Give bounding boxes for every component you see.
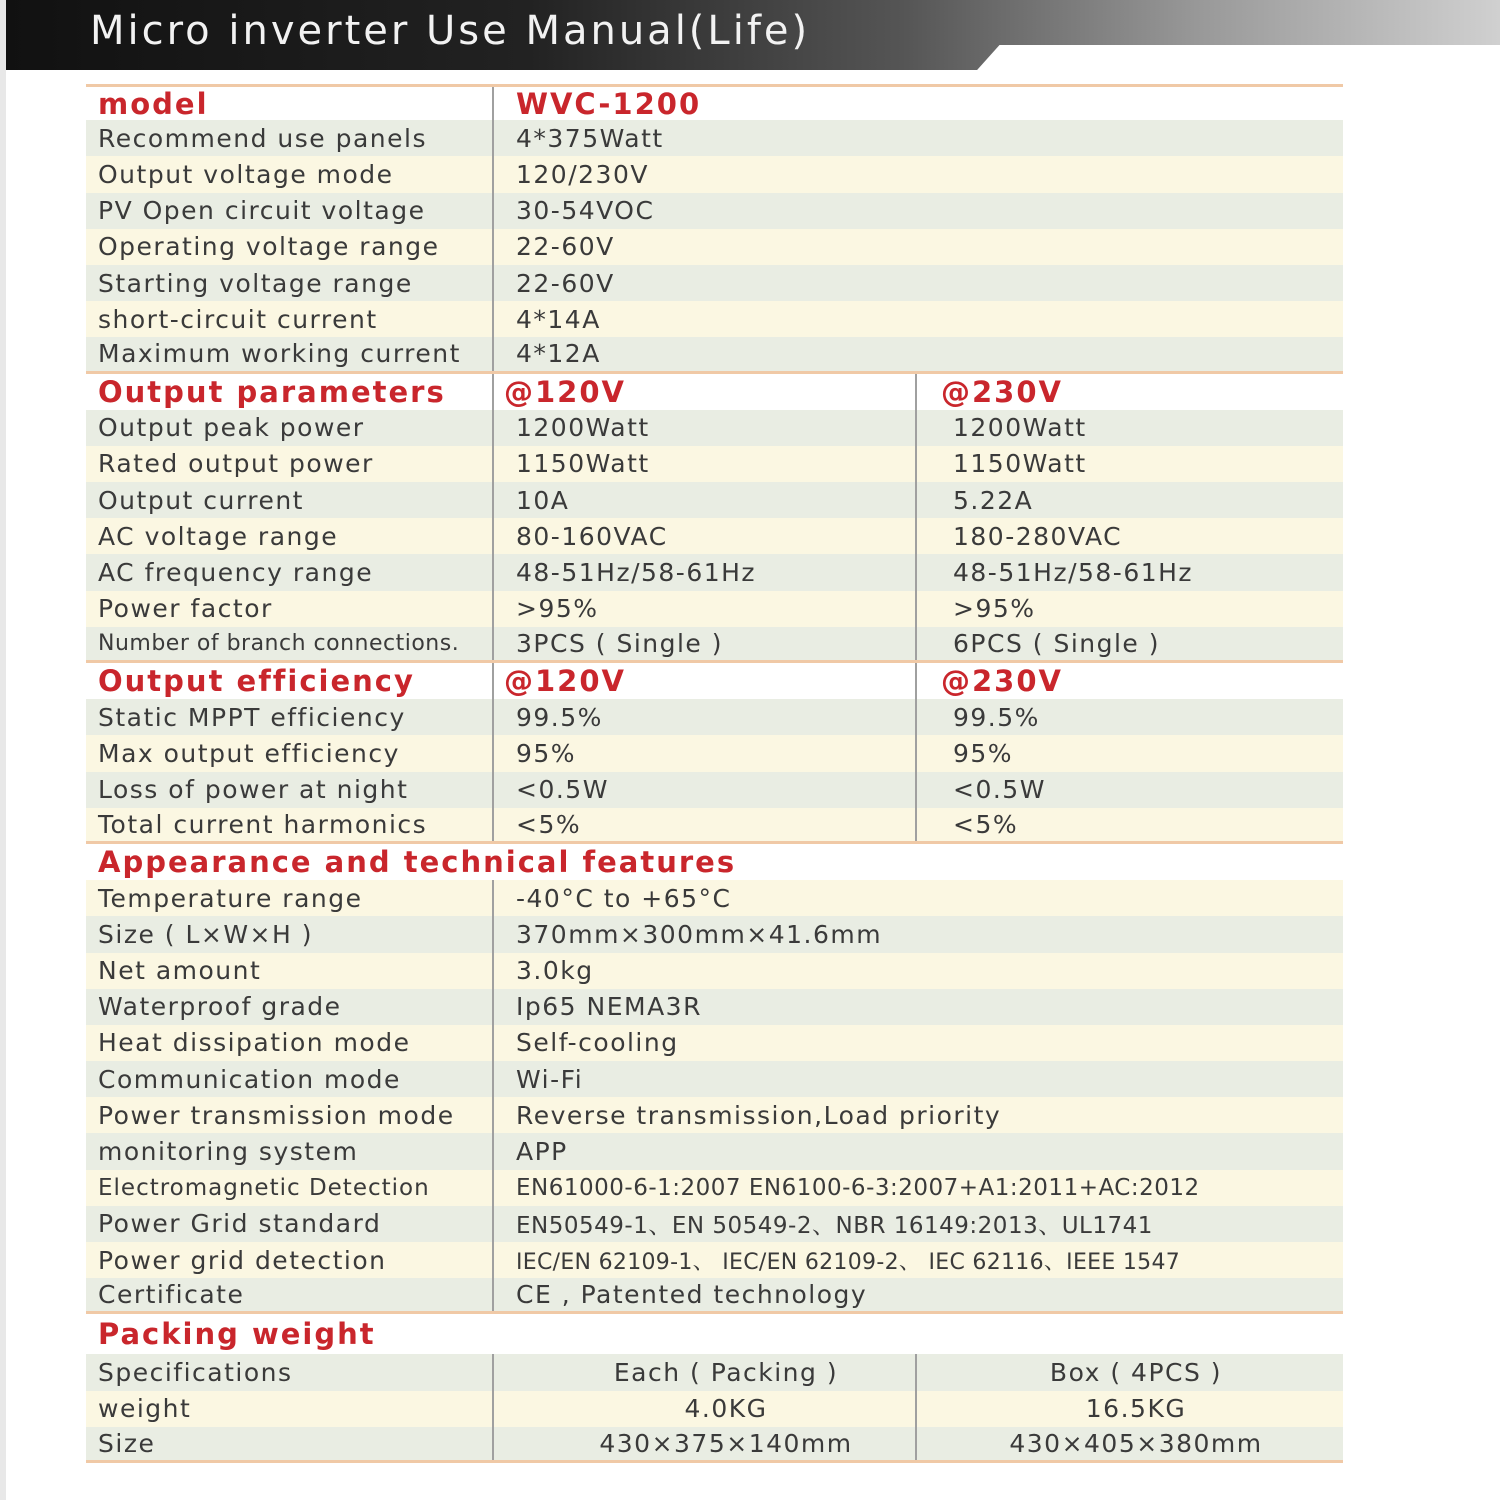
table-row	[86, 1206, 1343, 1242]
box-value: 16.5KG	[1085, 1394, 1187, 1424]
column-divider	[492, 410, 494, 446]
row-value: 4*12A	[516, 339, 601, 369]
table-row	[86, 1427, 1343, 1463]
column-divider	[492, 120, 494, 156]
section-header-appearance	[86, 844, 1343, 880]
column-header-230v: @230V	[941, 664, 1063, 699]
table-row	[86, 1133, 1343, 1169]
spec-table	[86, 84, 1343, 1463]
section-header-packing	[86, 1314, 1343, 1354]
column-divider	[492, 1278, 494, 1311]
column-divider	[492, 518, 494, 554]
value-230v: 95%	[953, 738, 1014, 768]
row-label: Communication mode	[98, 1064, 401, 1094]
column-divider	[492, 989, 494, 1025]
row-label: Max output efficiency	[98, 738, 400, 768]
each-value: Each ( Packing )	[613, 1357, 839, 1387]
table-row	[86, 229, 1343, 265]
value-230v: <0.5W	[953, 775, 1046, 805]
row-value: -40°C to +65°C	[516, 883, 732, 913]
value-230v: 180-280VAC	[953, 521, 1123, 551]
value-230v: 6PCS ( Single )	[953, 628, 1161, 658]
table-row	[86, 410, 1343, 446]
section-title: Output efficiency	[98, 664, 415, 699]
table-row	[86, 1278, 1343, 1314]
table-row	[86, 1025, 1343, 1061]
row-label: PV Open circuit voltage	[98, 196, 426, 226]
table-row	[86, 337, 1343, 373]
row-label: Output voltage mode	[98, 159, 394, 189]
column-divider	[492, 1097, 494, 1133]
row-label: Loss of power at night	[98, 775, 409, 805]
row-label: Power grid detection	[98, 1245, 387, 1275]
section-title: model	[98, 86, 209, 121]
value-230v: >95%	[953, 594, 1036, 624]
table-row	[86, 735, 1343, 771]
row-label: Power Grid standard	[98, 1209, 382, 1239]
row-value: IEC/EN 62109-1、 IEC/EN 62109-2、 IEC 62116、IEEE 1547	[516, 1249, 1181, 1275]
row-label: Heat dissipation mode	[98, 1028, 411, 1058]
column-divider	[492, 229, 494, 265]
row-label: Starting voltage range	[98, 268, 413, 298]
value-120v: <5%	[516, 809, 582, 839]
row-value: Reverse transmission,Load priority	[516, 1100, 1002, 1130]
table-row	[86, 916, 1343, 952]
row-label: monitoring system	[98, 1137, 359, 1167]
column-divider	[492, 1061, 494, 1097]
row-value: Wi-Fi	[516, 1064, 584, 1094]
row-label: Size	[98, 1428, 156, 1458]
value-120v: >95%	[516, 594, 599, 624]
table-row	[86, 1242, 1343, 1278]
column-divider	[492, 446, 494, 482]
column-divider	[492, 1170, 494, 1206]
column-divider	[492, 627, 494, 660]
table-row	[86, 1061, 1343, 1097]
table-row	[86, 156, 1343, 192]
column-divider	[492, 301, 494, 337]
column-divider	[492, 1354, 494, 1390]
table-row	[86, 627, 1343, 663]
column-divider	[492, 554, 494, 590]
column-divider	[492, 374, 494, 410]
each-value: 4.0KG	[684, 1394, 768, 1424]
section-title: Appearance and technical features	[98, 845, 737, 880]
column-divider	[492, 337, 494, 370]
row-label: Power transmission mode	[98, 1100, 455, 1130]
row-label: short-circuit current	[98, 304, 378, 334]
row-label: Static MPPT efficiency	[98, 702, 406, 732]
value-120v: 48-51Hz/58-61Hz	[516, 558, 757, 588]
row-label: Net amount	[98, 956, 262, 986]
row-label: Size ( L×W×H )	[98, 919, 314, 949]
row-label: Temperature range	[98, 883, 363, 913]
column-header-120v: @120V	[504, 664, 626, 699]
section-header-output-efficiency	[86, 663, 1343, 699]
row-label: Certificate	[98, 1280, 245, 1310]
value-230v: 1150Watt	[953, 449, 1087, 479]
value-230v: 48-51Hz/58-61Hz	[953, 558, 1194, 588]
column-divider	[492, 1391, 494, 1427]
table-row	[86, 446, 1343, 482]
table-row	[86, 265, 1343, 301]
left-edge-strip	[0, 0, 6, 1500]
row-value: 4*375Watt	[516, 123, 664, 153]
table-row	[86, 953, 1343, 989]
column-divider	[492, 1206, 494, 1242]
table-row	[86, 1391, 1343, 1427]
box-value: Box ( 4PCS )	[1049, 1357, 1223, 1387]
row-value: 370mm×300mm×41.6mm	[516, 919, 883, 949]
value-230v: 99.5%	[953, 702, 1040, 732]
table-row	[86, 554, 1343, 590]
row-label: Rated output power	[98, 449, 374, 479]
value-120v: 3PCS ( Single )	[516, 628, 724, 658]
column-divider	[915, 663, 917, 699]
table-row	[86, 301, 1343, 337]
table-row	[86, 1097, 1343, 1133]
column-divider	[492, 591, 494, 627]
value-120v: 10A	[516, 485, 570, 515]
value-120v: 99.5%	[516, 702, 603, 732]
row-label: Operating voltage range	[98, 232, 440, 262]
column-divider	[492, 1242, 494, 1278]
value-230v: 5.22A	[953, 485, 1034, 515]
row-value: 3.0kg	[516, 956, 594, 986]
table-row	[86, 1170, 1343, 1206]
column-divider	[492, 482, 494, 518]
column-divider	[492, 772, 494, 808]
row-value: EN50549-1、EN 50549-2、NBR 16149:2013、UL1741	[516, 1213, 1153, 1240]
column-divider	[492, 156, 494, 192]
column-divider	[915, 374, 917, 410]
row-value: CE , Patented technology	[516, 1280, 868, 1310]
row-label: Power factor	[98, 594, 273, 624]
section-header-output-parameters	[86, 374, 1343, 410]
row-label: Electromagnetic Detection	[98, 1174, 430, 1201]
value-120v: 1200Watt	[516, 413, 650, 443]
row-label: Total current harmonics	[98, 809, 428, 839]
table-row	[86, 1354, 1343, 1390]
row-label: Output peak power	[98, 413, 365, 443]
column-divider	[492, 1427, 494, 1460]
row-label: Recommend use panels	[98, 123, 427, 153]
row-label: AC frequency range	[98, 558, 374, 588]
column-header-120v: @120V	[504, 374, 626, 409]
value-120v: 95%	[516, 738, 577, 768]
column-divider	[492, 880, 494, 916]
column-divider	[492, 699, 494, 735]
column-header-230v: @230V	[941, 374, 1063, 409]
section-title: Packing weight	[98, 1317, 376, 1352]
row-value: Ip65 NEMA3R	[516, 992, 702, 1022]
column-divider	[492, 1025, 494, 1061]
section-header-model	[86, 84, 1343, 120]
column-divider	[492, 663, 494, 699]
value-120v: <0.5W	[516, 775, 609, 805]
row-label: weight	[98, 1394, 192, 1424]
column-divider	[492, 87, 494, 120]
row-value: 4*14A	[516, 304, 601, 334]
box-value: 430×405×380mm	[1009, 1428, 1263, 1458]
column-divider	[492, 953, 494, 989]
column-divider	[492, 808, 494, 841]
table-row	[86, 193, 1343, 229]
row-value: APP	[516, 1137, 568, 1167]
table-row	[86, 699, 1343, 735]
row-label: Number of branch connections.	[98, 630, 460, 656]
value-120v: 1150Watt	[516, 449, 650, 479]
row-label: Specifications	[98, 1357, 293, 1387]
value-230v: <5%	[953, 809, 1019, 839]
row-value: EN61000-6-1:2007 EN6100-6-3:2007+A1:2011+AC:2012	[516, 1174, 1200, 1201]
column-divider	[492, 265, 494, 301]
column-divider	[492, 916, 494, 952]
table-row	[86, 772, 1343, 808]
row-value: 22-60V	[516, 232, 615, 262]
table-row	[86, 518, 1343, 554]
section-title: Output parameters	[98, 374, 446, 409]
table-row	[86, 880, 1343, 916]
value-230v: 1200Watt	[953, 413, 1087, 443]
table-row	[86, 482, 1343, 518]
value-120v: 80-160VAC	[516, 521, 668, 551]
row-label: AC voltage range	[98, 521, 339, 551]
table-row	[86, 591, 1343, 627]
table-row	[86, 120, 1343, 156]
page-title: Micro inverter Use Manual(Life)	[90, 8, 811, 54]
row-value: 30-54VOC	[516, 196, 655, 226]
column-divider	[492, 193, 494, 229]
column-divider	[492, 735, 494, 771]
row-label: Output current	[98, 485, 304, 515]
row-label: Maximum working current	[98, 339, 461, 369]
column-divider	[492, 1133, 494, 1169]
table-row	[86, 989, 1343, 1025]
each-value: 430×375×140mm	[599, 1428, 853, 1458]
model-value: WVC-1200	[516, 86, 702, 121]
table-row	[86, 808, 1343, 844]
row-value: Self-cooling	[516, 1028, 679, 1058]
row-value: 22-60V	[516, 268, 615, 298]
row-label: Waterproof grade	[98, 992, 342, 1022]
row-value: 120/230V	[516, 159, 649, 189]
